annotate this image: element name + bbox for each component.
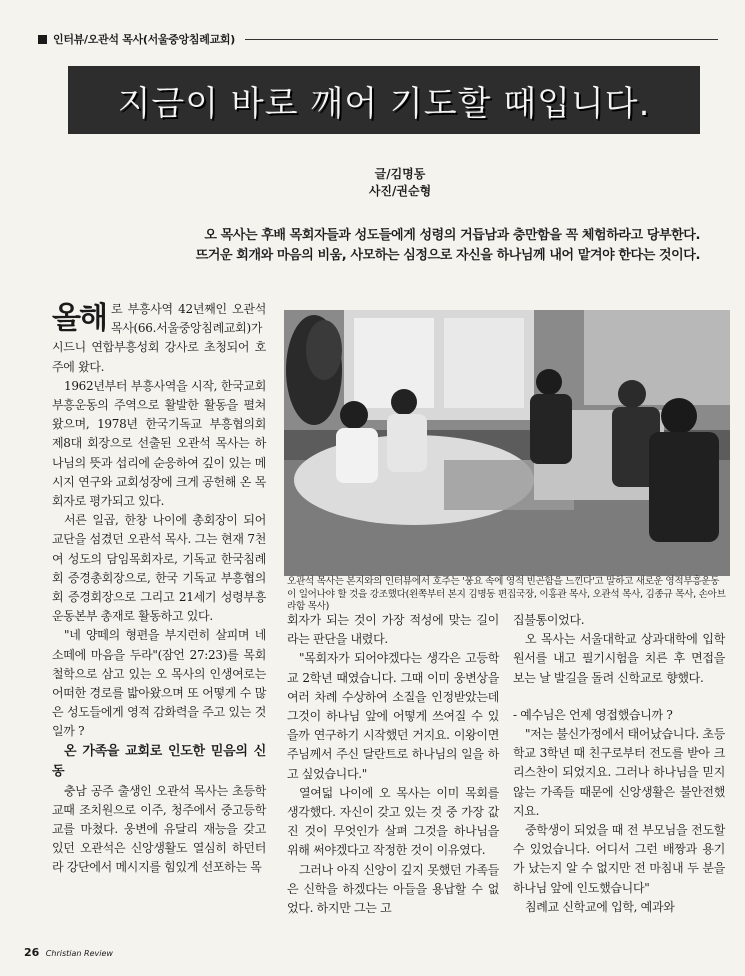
- body-paragraph: "목회자가 되어야겠다는 생각은 고등학교 2학년 때였습니다. 그때 이미 웅변상을 여러 차례 수상하여 소질을 인정받았는데 그것이 하나님 앞에 어떻게 쓰여질 수 있을까 연구하기 시작했던 거지요. 이왕이면 주님께서 주신 달란트로 하나님의 일을 하고 싶었습니다.": [287, 651, 499, 781]
- magazine-name: Christian Review: [45, 949, 113, 958]
- page-number: 26: [24, 946, 40, 959]
- article-title: 지금이 바로 깨어 기도할 때입니다.: [117, 83, 651, 124]
- section-label: 인터뷰/오관석 목사(서울중앙침례교회): [53, 33, 235, 46]
- byline-photo: 사진/권순형: [368, 184, 432, 198]
- page-footer: [24, 946, 113, 959]
- photo-caption: 오관석 목사는 본지와의 인터뷰에서 호주는 '풍요 속에 영적 빈곤함을 느낀다'고 말하고 새로운 영적부흥운동이 일어나야 할 것을 강조했다(왼쪽부터 본지 김명동 편집국장, 이홍관 목사, 오관석 목사, 김종규 목사, 손아브라함 목사): [287, 576, 726, 612]
- body-paragraph: "저는 불신가정에서 태어났습니다. 초등학교 3학년 때 친구로부터 전도를 받아 크리스찬이 되었지요. 그러나 하나님을 믿지 않는 가족들 때문에 신앙생활은 불안전했지요.: [513, 727, 725, 818]
- body-paragraph: 그러나 아직 신앙이 깊지 못했던 가족들은 신학을 하겠다는 아들을 용납할 수 없었다. 하지만 그는 고: [287, 862, 499, 916]
- body-paragraph: 열여덟 나이에 오 목사는 이미 목회를 생각했다. 자신이 갖고 있는 것 중 가장 값진 것이 무엇인가 살펴 그것을 하나님을 위해 써야겠다고 작정한 것이 이유였다.: [287, 785, 499, 858]
- drop-cap: 올해: [52, 301, 106, 336]
- interview-photo: [284, 310, 730, 576]
- body-paragraph: 집불통이었다.: [513, 613, 585, 627]
- header-rule: [245, 39, 718, 40]
- subheading: 온 가족을 교회로 인도한 믿음의 신동: [52, 743, 266, 779]
- section-header: [38, 30, 718, 48]
- interview-photo-image: [284, 310, 730, 576]
- body-paragraph: 침례교 신학교에 입학, 예과와: [525, 899, 675, 914]
- square-bullet-icon: [38, 35, 47, 44]
- lead-line-1: 오 목사는 후배 목회자들과 성도들에게 성령의 거듭남과 충만함을 꼭 체험하라고 당부한다.: [204, 228, 700, 243]
- body-paragraph: "네 양떼의 형편을 부지런히 살피며 네 소떼에 마음을 두라"(잠언 27:23)를 목회철학으로 삼고 있는 오 목사의 인생여로는 어떠한 경로를 밟아왔으며 또 어떻게 수 많은 성도들에게 영적 감화력을 주고 있는 것일까 ?: [52, 628, 266, 739]
- body-paragraph: [52, 300, 266, 377]
- lead-paragraph: [60, 226, 700, 266]
- body-paragraph: 1962년부터 부흥사역을 시작, 한국교회 부흥운동의 주역으로 활발한 활동을 펼쳐왔으며, 1978년 한국기독교 부흥협의회 제8대 회장으로 선출된 오관석 목사는 하나님의 뜻과 섭리에 순응하여 깊이 있는 메시지 연구와 교회성장에 크게 공헌해 온 목회자로 평가되고 있다.: [52, 378, 266, 509]
- lead-line-2: 뜨거운 회개와 마음의 비움, 사모하는 심정으로 자신을 하나님께 내어 맡겨야 한다는 것이다.: [195, 248, 700, 263]
- body-paragraph: 오 목사는 서울대학교 상과대학에 입학원서를 내고 필기시험을 치른 후 면접을 보는 날 발길을 돌려 신학교로 향했다.: [513, 632, 725, 685]
- column-2: [287, 611, 499, 918]
- body-paragraph: 중학생이 되었을 때 전 부모님을 전도할 수 있었습니다. 어디서 그런 배짱과 용기가 났는지 알 수 없지만 전 마침내 두 분을 하나님 앞에 인도했습니다": [513, 823, 725, 895]
- byline: [300, 166, 500, 200]
- paragraph-text: 로 부흥사역 42년째인 오관석 목사(66.서울중앙침례교회)가 시드니 연합부흥성회 강사로 초청되어 호주에 왔다.: [52, 302, 266, 374]
- interview-question: - 예수님은 언제 영접했습니까 ?: [513, 707, 673, 722]
- column-3: [513, 611, 725, 917]
- byline-writer: 글/김명동: [374, 167, 426, 181]
- column-1: [52, 300, 266, 878]
- body-paragraph: 충남 공주 출생인 오관석 목사는 초등학교때 조치원으로 이주, 청주에서 중고등학교를 마쳤다. 웅변에 유달리 재능을 갖고 있던 오관석은 신앙생활도 열심히 하던터라 강단에서 메시지를 힘있게 선포하는 목: [52, 783, 266, 875]
- body-paragraph: 회자가 되는 것이 가장 적성에 맞는 길이라는 판단을 내렸다.: [287, 613, 499, 647]
- title-banner: [68, 66, 700, 134]
- body-paragraph: 서른 일곱, 한창 나이에 총회장이 되어 교단을 섬겼던 오관석 목사. 그는 현재 7천여 성도의 담임목회자로, 기독교 한국침례회 증경총회장으로, 한국 기독교 부흥협의회 증경회장으로 그리고 21세기 성령부흥운동본부 총재로 활동하고 있다.: [52, 513, 266, 624]
